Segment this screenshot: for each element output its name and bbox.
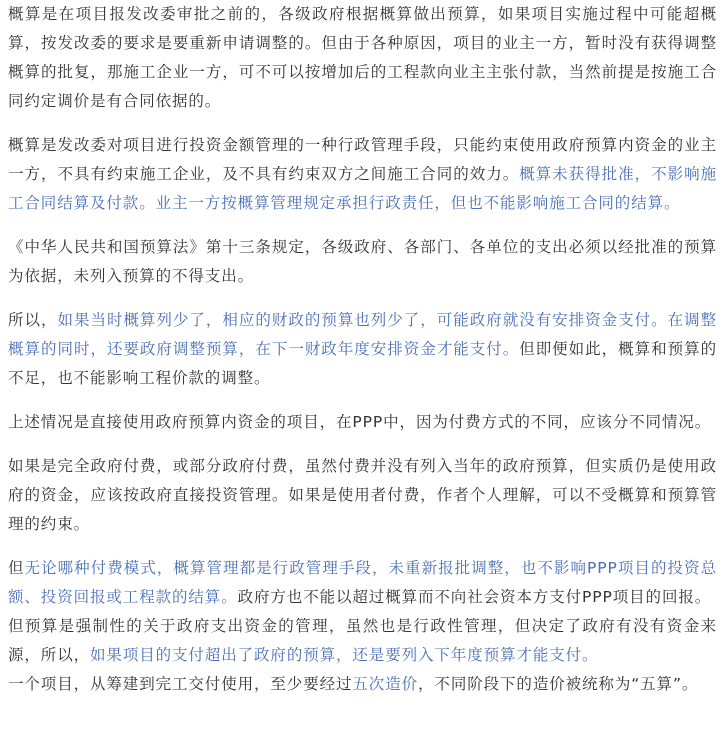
paragraph-spacer (8, 539, 717, 554)
paragraph-9-tail: ，不同阶段下的造价被统称为“五算”。 (418, 675, 699, 693)
paragraph-8 (8, 612, 717, 670)
paragraph-4-tail: 但即便如此，概算和预算的不足，也不能影响工程价款的调整。 (8, 340, 717, 387)
paragraph-9-lead: 一个项目，从筹建到完工交付使用，至少要经过 (8, 675, 353, 693)
paragraph-2-text: 概算是发改委对项目进行投资金额管理的一种行政管理手段，只能约束使用政府预算内资金的业主一方，不具有约束施工企业，及不具有约束双方之间施工合同的效力。 (8, 136, 717, 183)
paragraph-3-text: 《中华人民共和国预算法》第十三条规定，各级政府、各部门、各单位的支出必须以经批准的预算为依据，未列入预算的不得支出。 (8, 238, 717, 285)
paragraph-spacer (8, 218, 717, 233)
paragraph-4-lead: 所以， (8, 311, 58, 329)
paragraph-4-highlight: 如果当时概算列少了，相应的财政的预算也列少了，可能政府就没有安排资金支付。在调整概算的同时，还要政府调整预算，在下一财政年度安排资金才能支付。 (8, 311, 717, 358)
paragraph-8-text: 但预算是强制性的关于政府支出资金的管理，虽然也是行政性管理，但决定了政府有没有资金来源，所以， (8, 617, 717, 664)
paragraph-7-lead: 但 (8, 559, 25, 577)
paragraph-5-text: 上述情况是直接使用政府预算内资金的项目，在PPP中，因为付费方式的不同，应该分不同情况。 (8, 413, 712, 431)
paragraph-8-highlight: 如果项目的支付超出了政府的预算，还是要列入下年度预算才能支付。 (90, 646, 599, 664)
paragraph-2 (8, 131, 717, 218)
five-costings-link: 五次造价 (352, 675, 419, 693)
paragraph-7-tail: 政府方也不能以超过概算而不向社会资本方支付PPP项目的回报。 (237, 588, 712, 606)
paragraph-1 (8, 0, 717, 116)
paragraph-spacer (8, 393, 717, 408)
paragraph-2-highlight: 概算未获得批准，不影响施工合同结算及付款。业主一方按概算管理规定承担行政责任，但也不能影响施工合同的结算。 (8, 165, 717, 212)
paragraph-spacer (8, 437, 717, 452)
paragraph-6-text: 如果是完全政府付费，或部分政府付费，虽然付费并没有列入当年的政府预算，但实质仍是使用政府的资金，应该按政府直接投资管理。如果是使用者付费，作者个人理解，可以不受概算和预算管理的约束。 (8, 457, 717, 533)
paragraph-spacer (8, 291, 717, 306)
paragraph-7 (8, 554, 717, 612)
paragraph-7-highlight: 无论哪种付费模式，概算管理都是行政管理手段，未重新报批调整，也不影响PPP项目的投资总额、投资回报或工程款的结算。 (8, 559, 717, 606)
paragraph-5 (8, 408, 717, 437)
paragraph-spacer (8, 116, 717, 131)
paragraph-4 (8, 306, 717, 393)
paragraph-3 (8, 233, 717, 291)
paragraph-9 (8, 670, 717, 699)
paragraph-1-text: 概算是在项目报发改委审批之前的，各级政府根据概算做出预算，如果项目实施过程中可能超概算，按发改委的要求是要重新申请调整的。但由于各种原因，项目的业主一方，暂时没有获得调整概算的批复，那施工企业一方，可不可以按增加后的工程款向业主主张付款，当然前提是按施工合同约定调价是有合同依据的。 (8, 5, 717, 110)
paragraph-6 (8, 452, 717, 539)
